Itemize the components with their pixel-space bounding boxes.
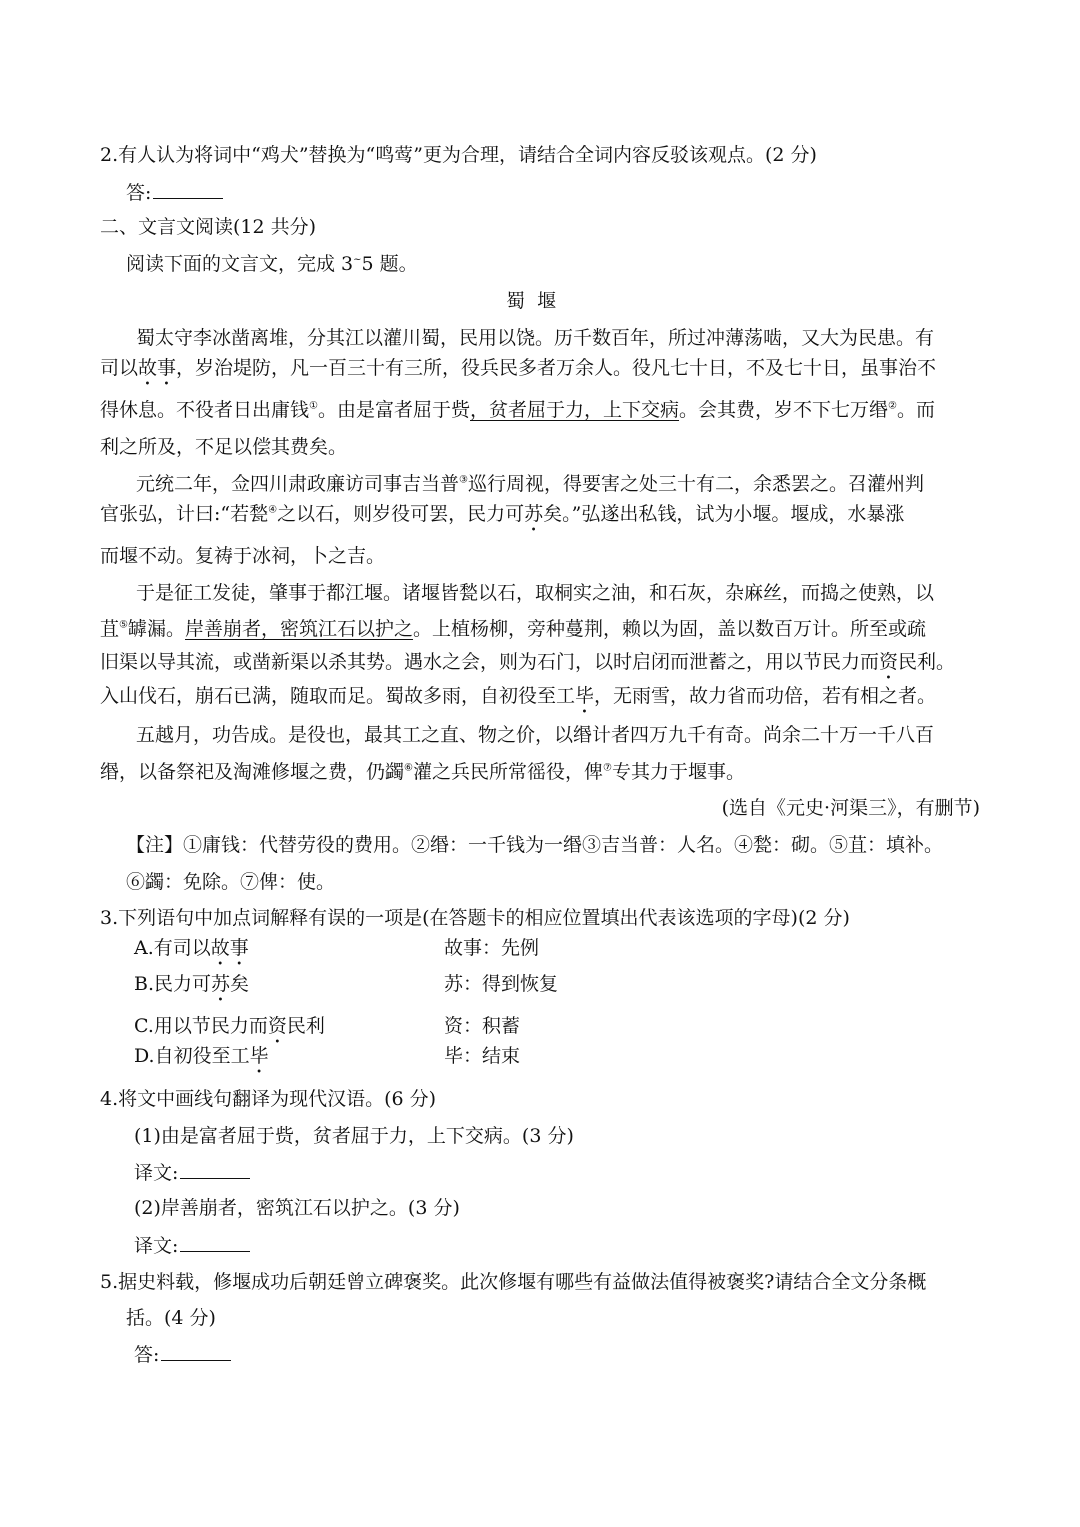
note-marker: ① bbox=[309, 400, 318, 412]
dotted-word: 故事 bbox=[138, 357, 177, 379]
translation-blank bbox=[180, 1160, 250, 1179]
p1-line1: 蜀太守李冰凿离堆，分其江以灌川蜀，民用以饶。历千数百年，所过冲薄荡啮，又大为民患。有 bbox=[136, 327, 935, 349]
text: ，岁治堤防，凡一百三十有三所，役兵民多者万余人。役凡七十日，不及七十日，虽事治不 bbox=[176, 357, 937, 379]
text: 司以 bbox=[100, 357, 139, 379]
q3-option-c bbox=[134, 1014, 834, 1048]
p3-line2 bbox=[100, 617, 926, 641]
dotted-word: 毕 bbox=[249, 1045, 269, 1067]
translation-label: 译文: bbox=[134, 1162, 179, 1184]
q5-answer bbox=[134, 1342, 231, 1367]
dotted-word: 毕 bbox=[575, 685, 595, 707]
option-text: 民利 bbox=[286, 1015, 325, 1037]
q4-trans1 bbox=[134, 1160, 250, 1185]
text: 。会其费，岁不下七万缗 bbox=[679, 399, 889, 421]
section-heading: 二、文言文阅读(12 共分) bbox=[100, 216, 317, 238]
text: 得休息。不役者日出庸钱 bbox=[100, 399, 310, 421]
text: 民利。 bbox=[898, 651, 956, 673]
instruction-text-end: 5 题。 bbox=[361, 253, 418, 275]
instruction-text: 阅读下面的文言文，完成 3 bbox=[126, 253, 354, 275]
q4-sub1: (1)由是富者屈于赀，贫者屈于力，上下交病。(3 分) bbox=[134, 1125, 574, 1147]
note-marker: ② bbox=[888, 400, 897, 412]
option-text: 矣 bbox=[230, 973, 250, 995]
note-marker: ⑥ bbox=[404, 762, 413, 774]
tilde: ~ bbox=[353, 254, 362, 266]
note-marker: ⑤ bbox=[119, 619, 128, 631]
q2-answer bbox=[126, 180, 223, 205]
text: 入山伐石，崩石已满，随取而足。蜀故多雨，自初役至工 bbox=[100, 685, 576, 707]
dotted-word: 苏 bbox=[524, 503, 544, 525]
text: 灌之兵民所常徭役，俾 bbox=[412, 761, 603, 783]
text: 。而 bbox=[897, 399, 936, 421]
text: ，无雨雪，故力省而功倍，若有相之者。 bbox=[594, 685, 937, 707]
text: 之以石，则岁役可罢，民力可 bbox=[277, 503, 525, 525]
text: 元统二年，佥四川肃政廉访司事吉当普 bbox=[136, 473, 460, 495]
translation-label: 译文: bbox=[134, 1235, 179, 1257]
answer-label: 答: bbox=[126, 182, 152, 204]
p2-line2 bbox=[100, 502, 904, 536]
dotted-word: 故事 bbox=[210, 937, 249, 959]
p3-line1: 于是征工发徒，肇事于都江堰。诸堰皆甃以石，取桐实之油，和石灰，杂麻丝，而捣之使熟，以 bbox=[136, 582, 935, 604]
text: 。上植杨柳，旁种蔓荆，赖以为固，盖以数百万计。所至或疏 bbox=[413, 618, 927, 640]
option-text: D.自初役至工 bbox=[134, 1045, 250, 1067]
q4-sub2: (2)岸善崩者，密筑江石以护之。(3 分) bbox=[134, 1197, 460, 1219]
q3-option-d bbox=[134, 1044, 834, 1078]
p4-line1: 五越月，功告成。是役也，最其工之直、物之价，以缗计者四万九千有奇。尚余二十万一千八百 bbox=[136, 724, 935, 746]
note-marker: ④ bbox=[268, 504, 278, 516]
q3-option-a bbox=[134, 936, 834, 970]
text: 罅漏。 bbox=[127, 618, 185, 640]
q3-option-b bbox=[134, 972, 834, 1006]
q5-stem-line1: 5.据史料载，修堰成功后朝廷曾立碑褒奖。此次修堰有哪些有益做法值得被褒奖?请结合全文分条概 bbox=[100, 1271, 927, 1293]
p3-line4 bbox=[100, 684, 936, 718]
underlined-sentence: 岸善崩者，密筑江石以护之 bbox=[185, 618, 414, 640]
note-marker: ③ bbox=[459, 474, 468, 486]
option-text: B.民力可 bbox=[134, 973, 212, 995]
option-gloss: 资：积蓄 bbox=[444, 1015, 521, 1037]
option-text: A.有司以 bbox=[134, 937, 211, 959]
q3-stem: 3.下列语句中加点词解释有误的一项是(在答题卡的相应位置填出代表该选项的字母)(2 分) bbox=[100, 907, 850, 929]
p4-line2 bbox=[100, 760, 745, 784]
p1-line3 bbox=[100, 398, 935, 422]
p1-line4: 利之所及，不足以偿其费矣。 bbox=[100, 436, 348, 458]
p1-line2 bbox=[100, 356, 936, 390]
underlined-sentence: ，贫者屈于力，上下交病 bbox=[470, 399, 680, 421]
p2-line1 bbox=[136, 472, 924, 496]
q2-stem: 2.有人认为将词中“鸡犬”替换为“鸣莺”更为合理，请结合全词内容反驳该观点。(2 分) bbox=[100, 144, 817, 166]
answer-blank bbox=[153, 180, 223, 199]
answer-label: 答: bbox=[134, 1344, 160, 1366]
q4-trans2 bbox=[134, 1233, 250, 1258]
source-citation: (选自《元史·河渠三》，有删节) bbox=[721, 797, 980, 819]
text: 专其力于堰事。 bbox=[611, 761, 745, 783]
q4-stem: 4.将文中画线句翻译为现代汉语。(6 分) bbox=[100, 1088, 437, 1110]
text: 缗，以备祭祀及淘滩修堰之费，仍蠲 bbox=[100, 761, 405, 783]
option-gloss: 故事：先例 bbox=[444, 937, 540, 959]
text: 巡行周视，得要害之处三十有二，余悉罢之。召灌州判 bbox=[467, 473, 924, 495]
note-marker: ⑦ bbox=[603, 762, 612, 774]
notes-line1: 【注】①庸钱：代替劳役的费用。②缗：一千钱为一缗③吉当普：人名。④甃：砌。⑤苴：填补。 bbox=[126, 834, 944, 856]
option-text: C.用以节民力而 bbox=[134, 1015, 268, 1037]
passage-title: 蜀 堰 bbox=[506, 290, 557, 312]
option-gloss: 苏：得到恢复 bbox=[444, 973, 559, 995]
notes-line2: ⑥蠲：免除。⑦俾：使。 bbox=[126, 871, 336, 893]
p3-line3 bbox=[100, 650, 955, 684]
p2-line3: 而堰不动。复祷于冰祠，卜之吉。 bbox=[100, 545, 386, 567]
text: 官张弘，计曰:“若甃 bbox=[100, 503, 269, 525]
text: 矣。”弘遂出私钱，试为小堰。堰成，水暴涨 bbox=[543, 503, 905, 525]
text: 旧渠以导其流，或凿新渠以杀其势。遇水之会，则为石门，以时启闭而泄蓄之，用以节民力而 bbox=[100, 651, 880, 673]
q5-stem-line2: 括。(4 分) bbox=[126, 1307, 216, 1329]
text: 。由是富者屈于赀 bbox=[317, 399, 470, 421]
dotted-word: 资 bbox=[267, 1015, 287, 1037]
option-gloss: 毕：结束 bbox=[444, 1045, 521, 1067]
dotted-word: 资 bbox=[879, 651, 899, 673]
translation-blank bbox=[180, 1233, 250, 1252]
answer-blank bbox=[161, 1342, 231, 1361]
dotted-word: 苏 bbox=[211, 973, 231, 995]
section-instruction bbox=[126, 252, 418, 276]
text: 苴 bbox=[100, 618, 120, 640]
